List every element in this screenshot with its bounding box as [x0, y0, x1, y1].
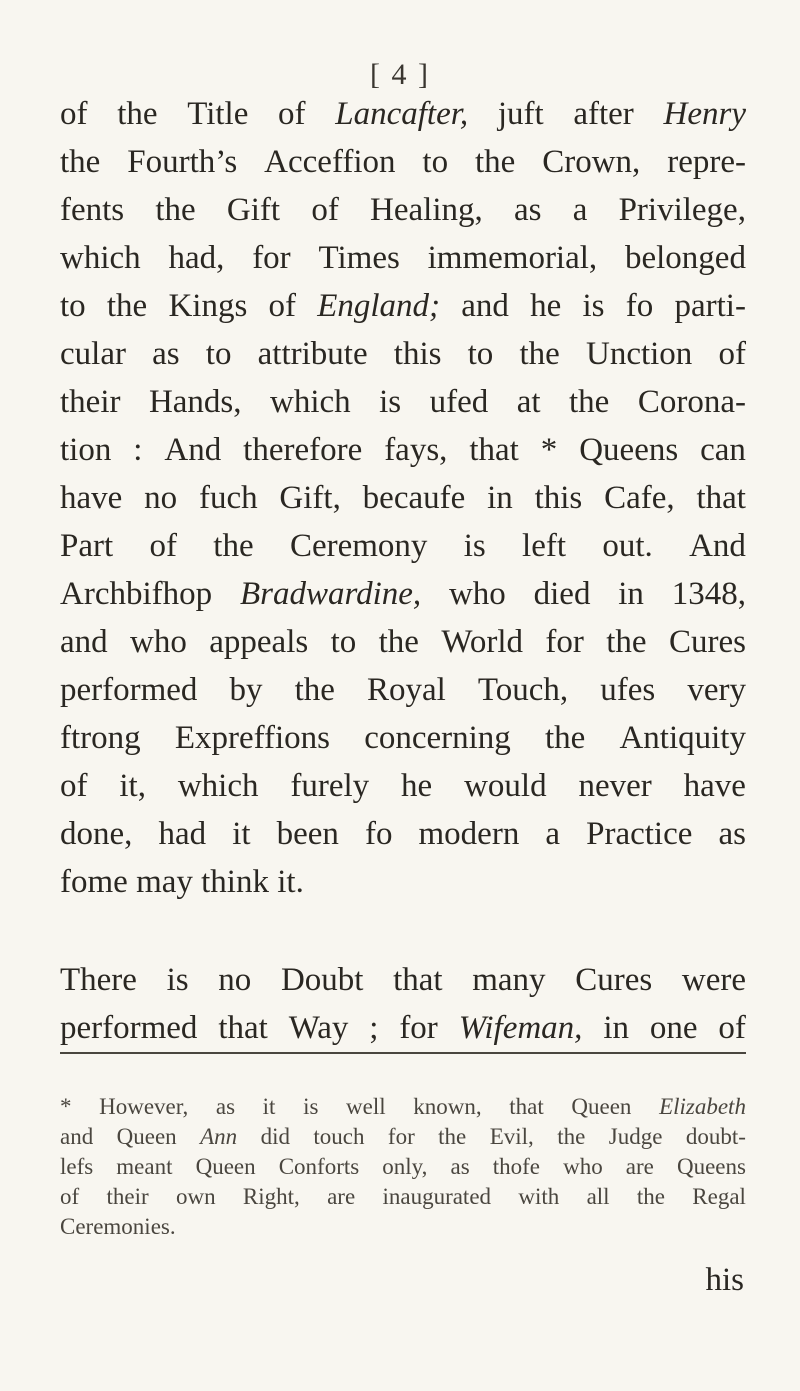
word: of: [60, 768, 88, 804]
word: therefore: [243, 432, 363, 468]
word: Queen: [571, 1094, 632, 1119]
paragraph-2: [60, 956, 746, 1052]
word: is: [303, 1094, 319, 1119]
text-line: [60, 714, 746, 762]
word: Gift,: [279, 480, 341, 516]
word: However,: [99, 1094, 189, 1119]
word: Wifeman,: [458, 1010, 583, 1046]
word: he: [401, 768, 433, 804]
word: Fourth’s: [127, 144, 238, 180]
word: Judge: [608, 1124, 663, 1149]
word: who: [130, 624, 187, 660]
text-line: [60, 618, 746, 666]
word: very: [687, 672, 746, 708]
text-line: [60, 330, 746, 378]
word: after: [573, 96, 634, 132]
word: have: [683, 768, 746, 804]
word: and: [60, 624, 108, 660]
word: think: [201, 864, 269, 900]
word: ufes: [600, 672, 656, 708]
text-line: [60, 474, 746, 522]
word: And: [689, 528, 746, 564]
word: Cures: [668, 624, 746, 660]
word: the: [106, 288, 148, 324]
word: fuch: [198, 480, 258, 516]
word: Crown,: [542, 144, 641, 180]
word: as: [718, 816, 746, 852]
word: modern: [418, 816, 520, 852]
word: Kings: [168, 288, 248, 324]
word: Henry: [663, 96, 746, 132]
main-text: [60, 90, 746, 1052]
word: been: [276, 816, 339, 852]
word: by: [229, 672, 263, 708]
paragraph-gap: [60, 906, 746, 956]
word: Times: [318, 240, 400, 276]
word: :: [133, 432, 143, 468]
word: Corona-: [637, 384, 746, 420]
word: the: [438, 1124, 467, 1149]
word: meant: [116, 1154, 173, 1179]
word: and: [60, 1124, 94, 1149]
word: which: [60, 240, 141, 276]
text-line: [60, 378, 746, 426]
word: would: [464, 768, 547, 804]
word: he: [530, 288, 562, 324]
word: Hands,: [148, 384, 242, 420]
word: Antiquity: [619, 720, 746, 756]
word: is: [463, 528, 486, 564]
word: had: [158, 816, 207, 852]
word: in: [618, 576, 644, 612]
word: fome: [60, 864, 128, 900]
word: appeals: [209, 624, 309, 660]
word: fo: [625, 288, 654, 324]
word: 1348,: [671, 576, 746, 612]
word: for: [252, 240, 291, 276]
word: it: [232, 816, 251, 852]
word: to: [205, 336, 232, 372]
word: fays,: [384, 432, 448, 468]
word: Privilege,: [618, 192, 746, 228]
word: this: [534, 480, 583, 516]
word: There: [60, 962, 137, 998]
text-line: [60, 956, 746, 1004]
word: of: [60, 1184, 80, 1209]
word: only,: [382, 1154, 428, 1179]
text-line: [60, 570, 746, 618]
word: Elizabeth: [659, 1094, 746, 1119]
word: is: [166, 962, 189, 998]
page-number: [ 4 ]: [370, 58, 430, 91]
word: as: [513, 192, 542, 228]
word: thofe: [492, 1154, 541, 1179]
word: that: [509, 1094, 544, 1119]
word: attribute: [257, 336, 368, 372]
word: as: [215, 1094, 236, 1119]
word: that: [393, 962, 443, 998]
footnote-line: [60, 1122, 746, 1152]
word: Conforts: [278, 1154, 360, 1179]
word: tion: [60, 432, 112, 468]
word: who: [563, 1154, 603, 1179]
word: of: [718, 336, 746, 372]
word: the: [636, 1184, 665, 1209]
word: of: [311, 192, 339, 228]
word: that: [696, 480, 746, 516]
word: concerning: [364, 720, 511, 756]
word: are: [625, 1154, 654, 1179]
word: And: [164, 432, 222, 468]
word: all: [586, 1184, 610, 1209]
word: the: [519, 336, 560, 372]
word: *: [60, 1094, 72, 1119]
text-line: [60, 186, 746, 234]
word: the: [569, 384, 610, 420]
word: are: [327, 1184, 356, 1209]
word: fo: [364, 816, 393, 852]
word: at: [516, 384, 541, 420]
word: which: [177, 768, 259, 804]
word: Healing,: [370, 192, 483, 228]
text-line: [60, 522, 746, 570]
text-line: [60, 426, 746, 474]
word: can: [700, 432, 746, 468]
word: it: [262, 1094, 276, 1119]
word: Evil,: [489, 1124, 534, 1149]
word: the: [155, 192, 196, 228]
word: it,: [119, 768, 146, 804]
word: becaufe: [362, 480, 466, 516]
word: with: [518, 1184, 560, 1209]
word: Ann: [200, 1124, 238, 1149]
word: Acceffion: [264, 144, 396, 180]
word: Doubt: [280, 962, 364, 998]
word: it.: [277, 864, 304, 900]
word: World: [441, 624, 523, 660]
word: that: [469, 432, 519, 468]
word: ;: [369, 1010, 379, 1046]
word: to: [330, 624, 357, 660]
word: touch: [313, 1124, 365, 1149]
word: out.: [602, 528, 653, 564]
word: Gift: [226, 192, 281, 228]
word: for: [399, 1010, 438, 1046]
word: have: [60, 480, 123, 516]
word: *: [540, 432, 558, 468]
text-line: [60, 666, 746, 714]
word: in: [487, 480, 513, 516]
word: the: [117, 96, 158, 132]
word: the: [213, 528, 254, 564]
word: may: [136, 864, 193, 900]
paragraph-1: [60, 90, 746, 906]
word: that: [218, 1010, 268, 1046]
word: to: [60, 288, 86, 324]
word: Part: [60, 528, 114, 564]
footnote-line: [60, 1092, 746, 1122]
word: one: [649, 1010, 698, 1046]
text-line: [60, 762, 746, 810]
word: who: [448, 576, 506, 612]
word: which: [270, 384, 351, 420]
word: juft: [497, 96, 544, 132]
text-line: [60, 858, 746, 906]
word: Queens: [676, 1154, 746, 1179]
word: Way: [288, 1010, 349, 1046]
word: of: [149, 528, 177, 564]
footnote-line: [60, 1182, 746, 1212]
word: Cures: [575, 962, 653, 998]
footnote: [60, 1092, 746, 1242]
word: of: [268, 288, 296, 324]
catchword: his: [705, 1262, 744, 1298]
word: ftrong: [60, 720, 141, 756]
word: performed: [60, 1010, 198, 1046]
word: of: [278, 96, 306, 132]
word: as: [450, 1154, 470, 1179]
word: cular: [60, 336, 126, 372]
word: this: [393, 336, 442, 372]
word: many: [472, 962, 546, 998]
word: died: [533, 576, 591, 612]
word: Expreffions: [174, 720, 331, 756]
word: Ceremony: [289, 528, 428, 564]
word: inaugurated: [382, 1184, 492, 1209]
word: Touch,: [477, 672, 569, 708]
word: Unction: [585, 336, 693, 372]
word: of: [60, 96, 88, 132]
word: own: [175, 1184, 216, 1209]
word: Queen: [116, 1124, 177, 1149]
word: performed: [60, 672, 198, 708]
word: their: [60, 384, 121, 420]
text-line: [60, 234, 746, 282]
word: as: [152, 336, 180, 372]
word: England;: [317, 288, 441, 324]
word: repre-: [667, 144, 746, 180]
word: the: [544, 720, 586, 756]
word: and: [461, 288, 509, 324]
word: the: [294, 672, 335, 708]
word: the: [606, 624, 647, 660]
word: the: [474, 144, 516, 180]
text-line: [60, 1004, 746, 1052]
word: Queen: [195, 1154, 256, 1179]
word: Cafe,: [604, 480, 675, 516]
word: is: [582, 288, 605, 324]
word: is: [379, 384, 402, 420]
text-line: [60, 282, 746, 330]
word: never: [578, 768, 652, 804]
word: left: [522, 528, 567, 564]
word: the: [60, 144, 101, 180]
word: a: [572, 192, 588, 228]
word: fents: [60, 192, 125, 228]
word: did: [260, 1124, 290, 1149]
word: had,: [168, 240, 225, 276]
word: to: [467, 336, 494, 372]
word: belonged: [624, 240, 746, 276]
word: Archbifhop: [60, 576, 213, 612]
word: a: [545, 816, 561, 852]
word: for: [545, 624, 584, 660]
word: furely: [290, 768, 370, 804]
word: Lancafter,: [335, 96, 469, 132]
word: were: [681, 962, 746, 998]
footnote-rule: [60, 1052, 746, 1054]
footnote-line: [60, 1212, 746, 1242]
word: parti-: [674, 288, 746, 324]
word: lefs: [60, 1154, 94, 1179]
word: ufed: [429, 384, 489, 420]
word: no: [144, 480, 178, 516]
footnote-line: [60, 1152, 746, 1182]
text-line: [60, 90, 746, 138]
word: done,: [60, 816, 133, 852]
word: of: [718, 1010, 746, 1046]
word: to: [422, 144, 449, 180]
word: Royal: [367, 672, 446, 708]
word: Regal: [692, 1184, 746, 1209]
word: doubt-: [685, 1124, 746, 1149]
word: no: [218, 962, 252, 998]
word: the: [378, 624, 419, 660]
word: the: [557, 1124, 586, 1149]
word: Right,: [242, 1184, 300, 1209]
word: Title: [187, 96, 249, 132]
word: in: [603, 1010, 629, 1046]
word: Ceremonies.: [60, 1214, 176, 1239]
text-line: [60, 138, 746, 186]
word: their: [106, 1184, 149, 1209]
word: Bradwardine,: [239, 576, 422, 612]
text-line: [60, 810, 746, 858]
word: for: [387, 1124, 415, 1149]
word: Practice: [586, 816, 693, 852]
word: immemorial,: [427, 240, 598, 276]
word: well: [346, 1094, 386, 1119]
word: known,: [413, 1094, 482, 1119]
word: Queens: [579, 432, 679, 468]
